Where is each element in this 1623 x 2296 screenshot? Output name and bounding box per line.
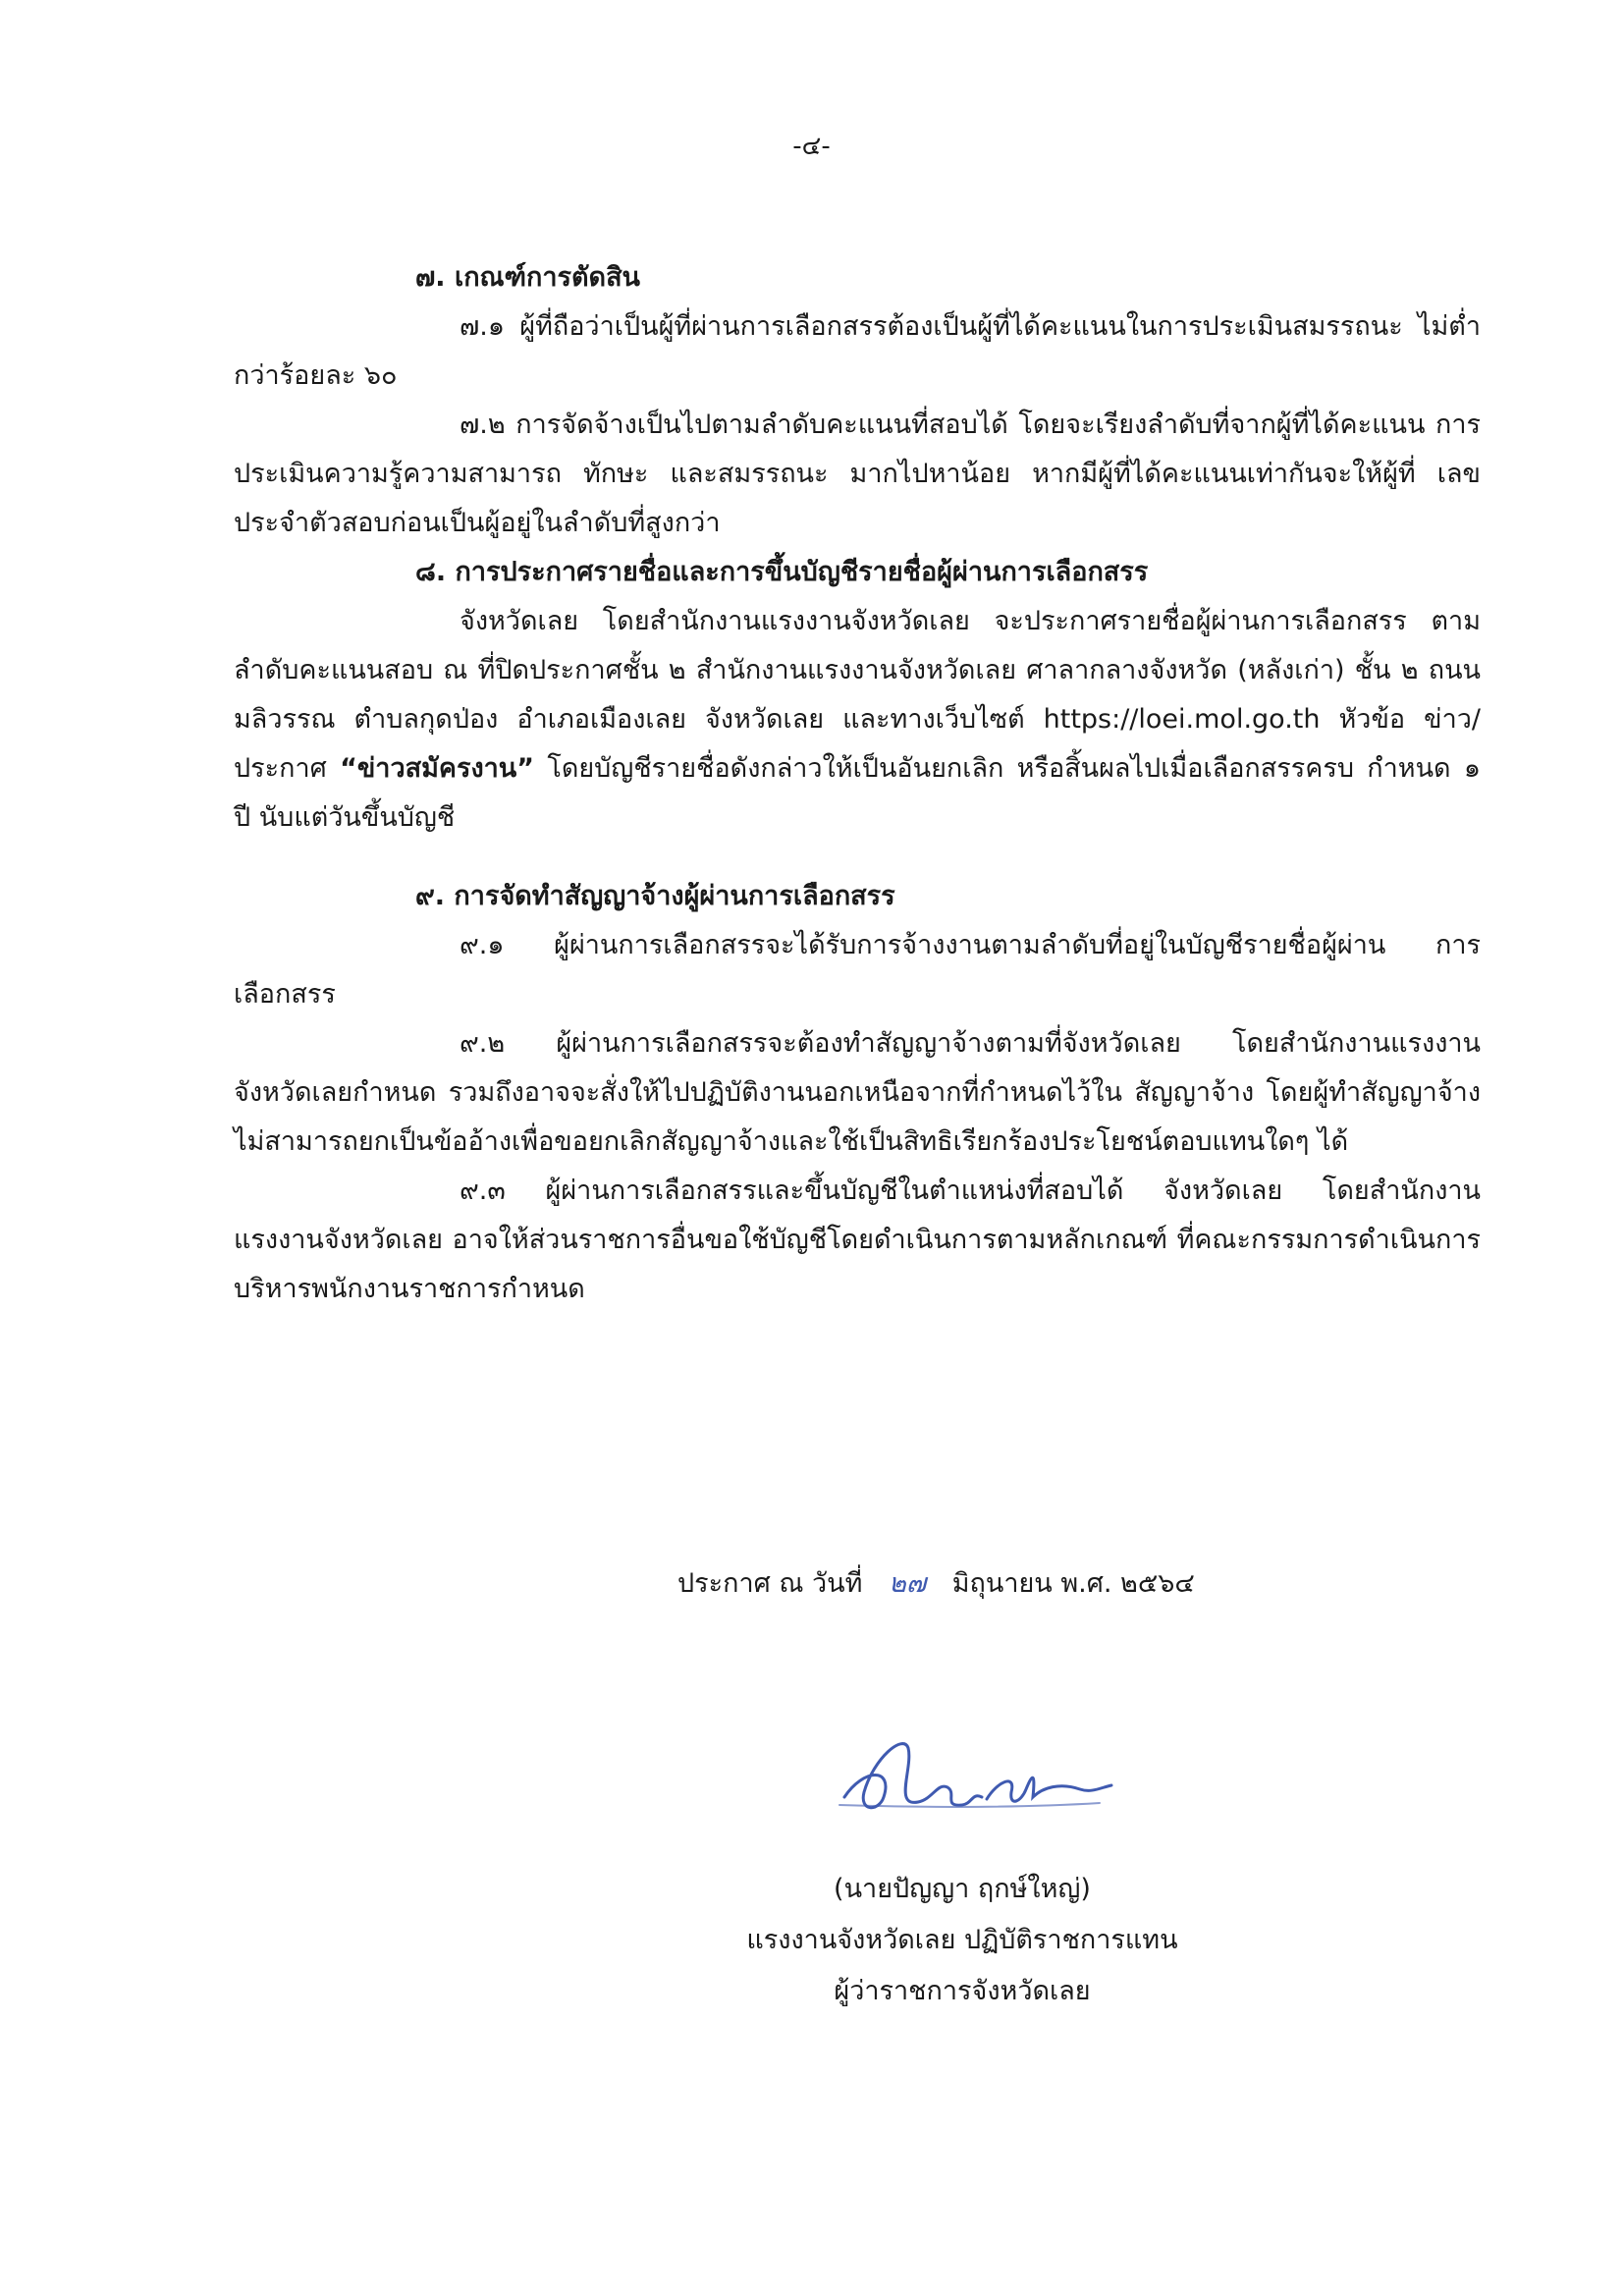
announcement-suffix: มิถุนายน พ.ศ. ๒๕๖๔ bbox=[951, 1568, 1195, 1599]
section-8-heading: ๘. การประกาศรายชื่อและการขึ้นบัญชีรายชื่อผู้ผ่านการเลือกสรร bbox=[415, 557, 1149, 587]
page-number: -๔- bbox=[792, 132, 831, 161]
section-9-3-paragraph: ๙.๓ ผู้ผ่านการเลือกสรรและขึ้นบัญชีในตำแหน่งที่สอบได้ จังหวัดเลย โดยสำนักงาน แรงงานจังหวัดเลย อาจให้ส่วนราชการอื่นขอใช้บัญชีโดยดำเนินการตามหลักเกณฑ์ ที่คณะกรรมการดำเนินการ บริหารพนักงานราชการกำหนด bbox=[234, 1175, 1481, 1304]
announcement-prefix: ประกาศ ณ วันที่ bbox=[677, 1568, 863, 1599]
signer-block bbox=[687, 1864, 1237, 2017]
announcement-date bbox=[677, 1561, 1195, 1604]
section-gap bbox=[234, 843, 1481, 872]
section-7-1-paragraph: ๗.๑ ผู้ที่ถือว่าเป็นผู้ที่ผ่านการเลือกสรรต้องเป็นผู้ที่ได้คะแนนในการประเมินสมรรถนะ ไม่ต่ำกว่าร้อยละ ๖๐ bbox=[234, 311, 1481, 391]
section-9-1-paragraph: ๙.๑ ผู้ผ่านการเลือกสรรจะได้รับการจ้างงานตามลำดับที่อยู่ในบัญชีรายชื่อผู้ผ่าน การเลือกสรร bbox=[234, 930, 1481, 1010]
section-9-2-paragraph: ๙.๒ ผู้ผ่านการเลือกสรรจะต้องทำสัญญาจ้างตามที่จังหวัดเลย โดยสำนักงานแรงงาน จังหวัดเลยกำหนด รวมถึงอาจจะสั่งให้ไปปฏิบัติงานนอกเหนือจากที่กำหนดไว้ใน สัญญาจ้าง โดยผู้ทำสัญญาจ้าง ไม่สามารถยกเป็นข้ออ้างเพื่อขอยกเลิกสัญญาจ้างและใช้เป็นสิทธิเรียกร้องประโยชน์ตอบแทนใดๆ ได้ bbox=[234, 1028, 1481, 1157]
section-8-text-before: จังหวัดเลย โดยสำนักงานแรงงานจังหวัดเลย จะประกาศรายชื่อผู้ผ่านการเลือกสรร ตามลำดับคะแนนสอบ ณ ที่ปิดประกาศชั้น ๒ สำนักงานแรงงานจังหวัดเลย ศาลากลางจังหวัด (หลังเก่า) ชั้น ๒ ถนนมลิวรรณ ตำบลกุดป่อง อำเภอเมืองเลย จังหวัดเลย และทางเว็บไซต์ https://loei.mol.go.th หัวข้อ ข่าว/ประกาศ bbox=[234, 606, 1481, 784]
section-7-2-paragraph: ๗.๒ การจัดจ้างเป็นไปตามลำดับคะแนนที่สอบได้ โดยจะเรียงลำดับที่จากผู้ที่ได้คะแนน การประเมินความรู้ความสามารถ ทักษะ และสมรรถนะ มากไปหาน้อย หากมีผู้ที่ได้คะแนนเท่ากันจะให้ผู้ที่ เลขประจำตัวสอบก่อนเป็นผู้อยู่ในลำดับที่สูงกว่า bbox=[234, 410, 1481, 538]
signer-position-line2: ผู้ว่าราชการจังหวัดเลย bbox=[834, 1976, 1091, 2006]
signature-icon bbox=[825, 1728, 1119, 1836]
section-7-heading: ๗. เกณฑ์การตัดสิน bbox=[415, 262, 641, 293]
document-body bbox=[234, 253, 1481, 1314]
section-8-paragraph bbox=[234, 597, 1481, 843]
section-8-bold-topic: “ข่าวสมัครงาน” bbox=[340, 753, 535, 784]
section-8-text-after: โดยบัญชีรายชื่อดังกล่าวให้เป็นอันยกเลิก หรือสิ้นผลไปเมื่อเลือกสรรครบ กำหนด ๑ ปี นับแต่วันขึ้นบัญชี bbox=[234, 753, 1481, 833]
section-9-heading: ๙. การจัดทำสัญญาจ้างผู้ผ่านการเลือกสรร bbox=[415, 881, 895, 911]
handwritten-day: ๒๗ bbox=[889, 1568, 927, 1599]
signer-name: (นายปัญญา ฤกษ์ใหญ่) bbox=[834, 1874, 1091, 1904]
signer-position-line1: แรงงานจังหวัดเลย ปฏิบัติราชการแทน bbox=[746, 1925, 1178, 1955]
